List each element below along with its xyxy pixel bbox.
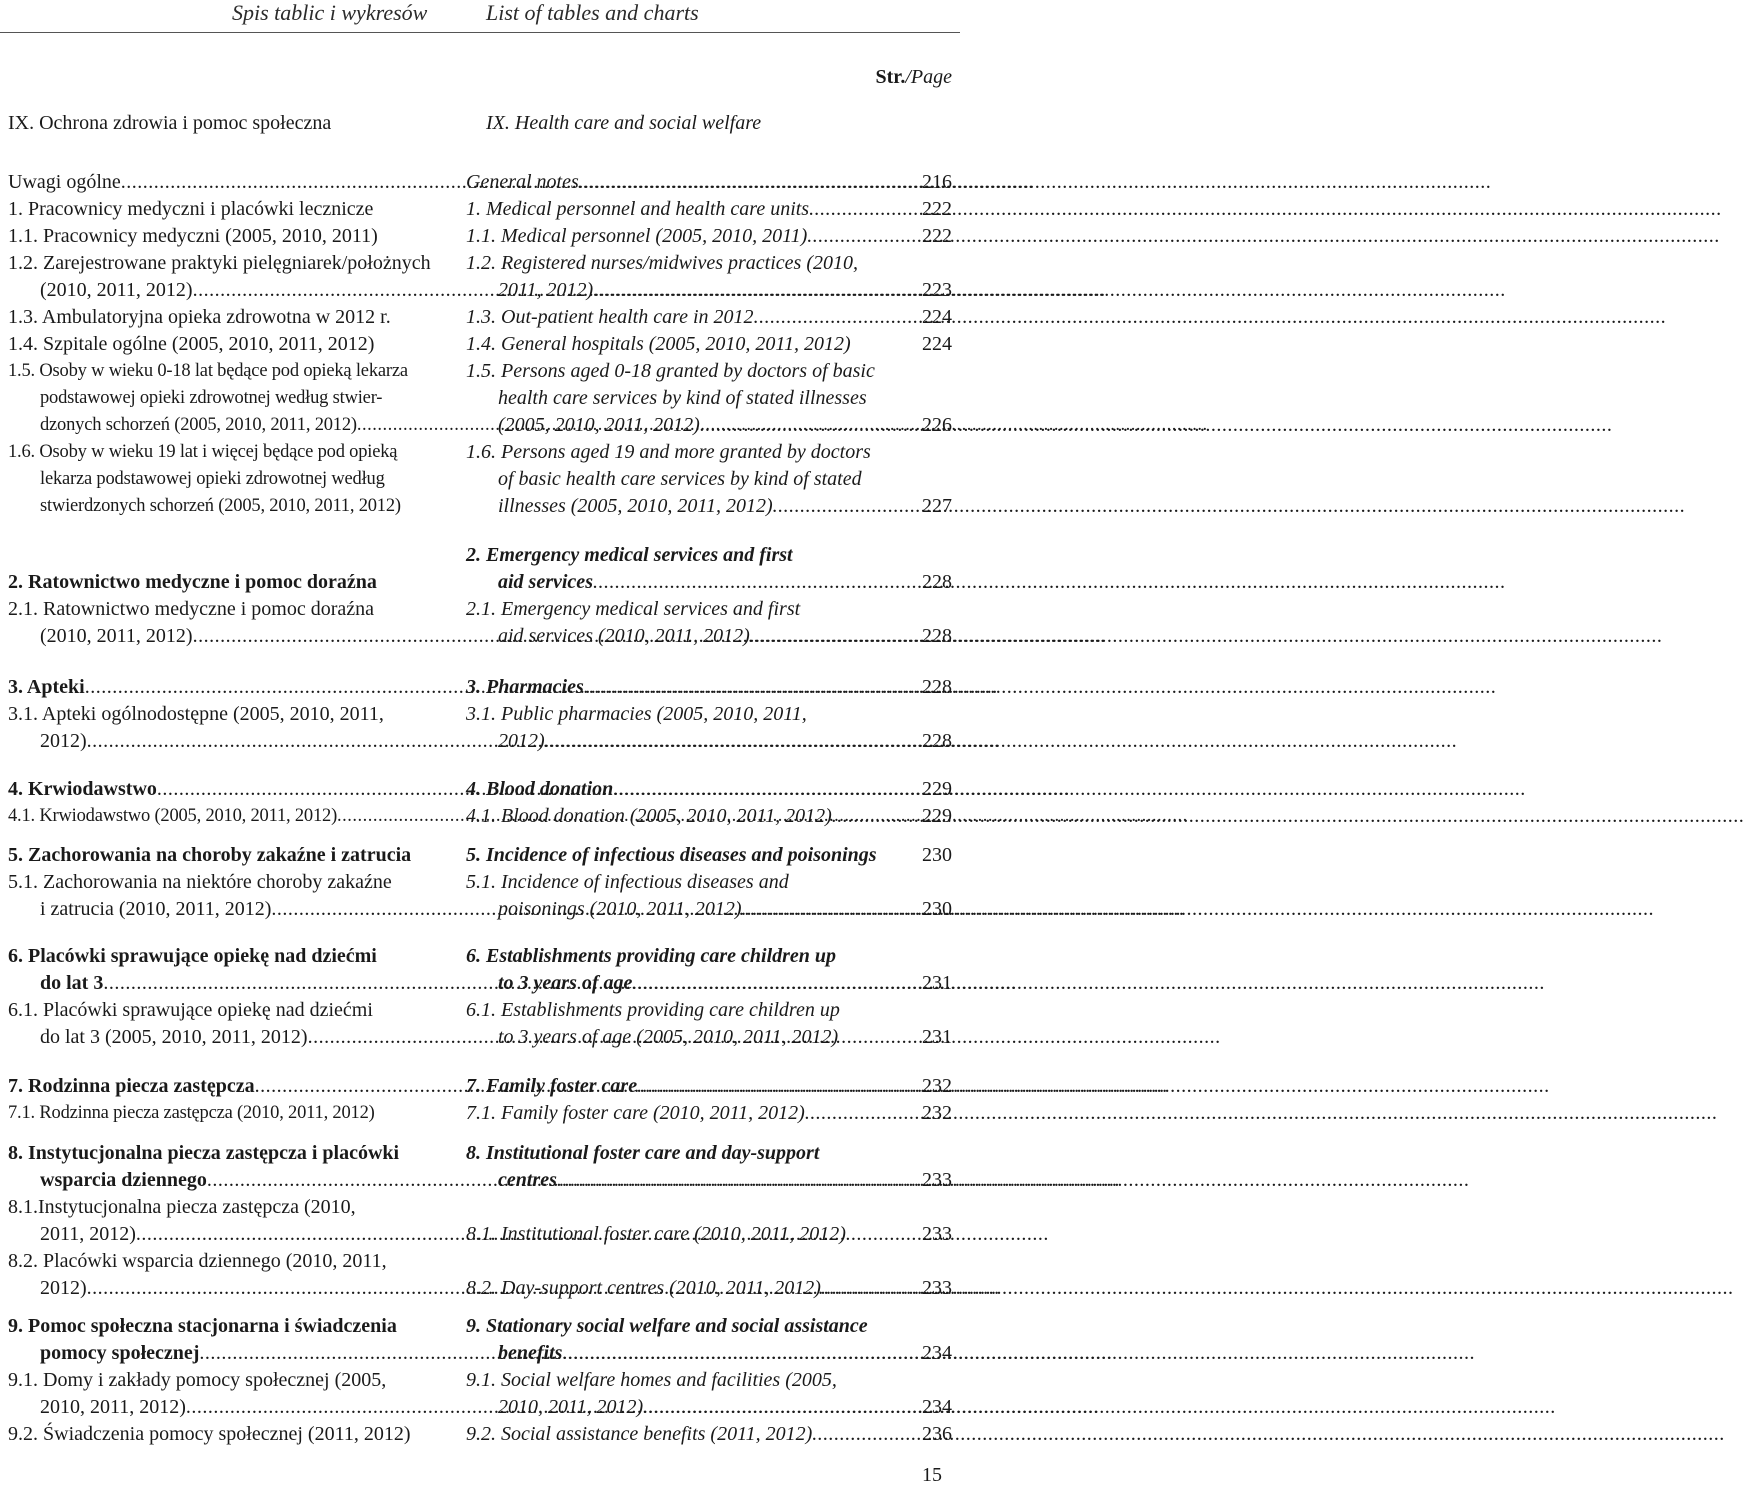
entry-text: 3.1. Apteki ogólnodostępne (2005, 2010, 2011, — [8, 703, 384, 725]
entry-page-number: 216 — [922, 171, 952, 193]
entry-polish — [8, 674, 426, 701]
entry-text: 1. Pracownicy medyczni i placówki lecznicze — [8, 198, 374, 220]
leader-dots — [557, 1167, 1470, 1194]
entry-polish — [8, 997, 426, 1051]
entry-text: 4. Krwiodawstwo — [8, 778, 157, 800]
entry-line — [466, 169, 896, 196]
entry-english — [466, 1100, 896, 1127]
entry-polish — [8, 439, 426, 520]
entry-text: podstawowej opieki zdrowotnej według stwier- — [40, 388, 383, 408]
entry-line — [8, 776, 426, 803]
leader-dots — [545, 728, 1458, 755]
entry-polish — [8, 869, 426, 923]
entry-text: poisonings (2010, 2011, 2012) — [498, 898, 742, 920]
entry-line — [8, 803, 426, 830]
entry-text: illnesses (2005, 2010, 2011, 2012) — [498, 495, 773, 517]
entry-page-number: 233 — [922, 1277, 952, 1299]
entry-page-number: 228 — [922, 730, 952, 752]
page-number: 15 — [922, 1464, 942, 1486]
entry-text: 8. Institutional foster care and day-support — [466, 1142, 820, 1164]
entry-line — [466, 842, 896, 869]
entry-text: 7. Family foster care — [466, 1075, 638, 1097]
entry-text: 8.2. Placówki wsparcia dziennego (2010, 2011, — [8, 1250, 387, 1272]
leader-dots — [613, 776, 1526, 803]
entry-english — [466, 803, 896, 830]
entry-line — [8, 1313, 426, 1340]
entry-page-number: 224 — [922, 306, 952, 328]
entry-line — [466, 1340, 896, 1367]
entry-page-number: 222 — [922, 225, 952, 247]
entry-text: wsparcia dziennego — [40, 1169, 207, 1191]
entry-english — [466, 674, 896, 701]
entry-english — [466, 196, 896, 223]
entry-text: of basic health care services by kind of stated — [498, 468, 862, 490]
entry-text: 1.5. Osoby w wieku 0-18 lat będące pod opieką lekarza — [8, 361, 408, 381]
entry-line — [466, 701, 896, 728]
entry-polish — [8, 169, 426, 196]
entry-text: 6. Establishments providing care children up — [466, 945, 837, 967]
entry-english — [466, 250, 896, 304]
entry-english — [466, 169, 896, 196]
entry-english — [466, 1194, 896, 1248]
entry-polish — [8, 1194, 426, 1248]
entry-line — [466, 493, 896, 520]
entry-text: to 3 years of age (2005, 2010, 2011, 2012) — [498, 1026, 839, 1048]
entry-text: Uwagi ogólne — [8, 171, 121, 193]
entry-english — [466, 1421, 896, 1448]
entry-english — [466, 701, 896, 755]
entry-text: 3.1. Public pharmacies (2005, 2010, 2011, — [466, 703, 807, 725]
entry-line — [8, 439, 426, 466]
entry-page-number: 228 — [922, 625, 952, 647]
entry-line — [466, 623, 896, 650]
page-label: /Page — [905, 66, 952, 88]
entry-line — [466, 1421, 896, 1448]
entry-polish — [8, 842, 426, 869]
entry-polish — [8, 223, 426, 250]
entry-page-number: 230 — [922, 898, 952, 920]
entry-line — [8, 196, 426, 223]
entry-line — [8, 1221, 426, 1248]
leader-dots — [593, 277, 1506, 304]
entry-line — [8, 896, 426, 923]
entry-line — [466, 869, 896, 896]
entry-page-number: 232 — [922, 1102, 952, 1124]
entry-english — [466, 842, 896, 869]
entry-english — [466, 1140, 896, 1194]
entry-text: 2012) — [498, 730, 545, 752]
entry-page-number: 223 — [922, 279, 952, 301]
running-header — [0, 0, 960, 32]
entry-english — [466, 1073, 896, 1100]
entry-polish — [8, 596, 426, 650]
entry-page-number: 222 — [922, 198, 952, 220]
entry-polish — [8, 542, 426, 596]
entry-text: 1.3. Ambulatoryjna opieka zdrowotna w 2012 r. — [8, 306, 391, 328]
entry-text: 7.1. Rodzinna piecza zastępcza (2010, 2011, 2012) — [8, 1103, 375, 1123]
entry-polish — [8, 1248, 426, 1302]
entry-line — [8, 1340, 426, 1367]
entry-line — [466, 1073, 896, 1100]
entry-line — [466, 542, 896, 569]
entry-text: 6. Placówki sprawujące opiekę nad dziećmi — [8, 945, 377, 967]
leader-dots — [584, 674, 1497, 701]
entry-page-number: 229 — [922, 778, 952, 800]
entry-english — [466, 1367, 896, 1421]
entry-text: 6.1. Placówki sprawujące opiekę nad dziećmi — [8, 999, 373, 1021]
entry-line — [8, 1100, 426, 1127]
entry-english — [466, 997, 896, 1051]
entry-page-number: 234 — [922, 1342, 952, 1364]
entry-english — [466, 439, 896, 520]
entry-text: 2010, 2011, 2012) — [40, 1396, 186, 1418]
entry-line — [466, 223, 896, 250]
entry-line — [8, 331, 426, 358]
entry-text: 8.1. Institutional foster care (2010, 2011, 2012) — [466, 1223, 846, 1245]
section-title-polish: IX. Ochrona zdrowia i pomoc społeczna — [8, 112, 332, 134]
entry-page-number: 233 — [922, 1223, 952, 1245]
entry-page-number: 230 — [922, 844, 952, 866]
entry-text: 1.6. Osoby w wieku 19 lat i więcej będące pod opieką — [8, 442, 398, 462]
entry-text: to 3 years of age — [498, 972, 633, 994]
entry-text: 3. Apteki — [8, 676, 85, 698]
entry-polish — [8, 943, 426, 997]
entry-line — [8, 1167, 426, 1194]
entry-line — [466, 358, 896, 385]
entry-page-number: 233 — [922, 1169, 952, 1191]
entry-page-number: 224 — [922, 333, 952, 355]
entry-line — [8, 569, 426, 596]
entry-english — [466, 1248, 896, 1302]
entry-english — [466, 596, 896, 650]
entry-line — [8, 542, 426, 569]
entry-line — [466, 1275, 896, 1302]
entry-line — [466, 331, 896, 358]
entry-line — [8, 493, 426, 520]
entry-polish — [8, 1073, 426, 1100]
entry-polish — [8, 701, 426, 755]
entry-english — [466, 943, 896, 997]
entry-line — [466, 943, 896, 970]
entry-line — [466, 803, 896, 830]
entry-english — [466, 542, 896, 596]
entry-line — [466, 1167, 896, 1194]
page-column-label — [876, 66, 952, 89]
entry-polish — [8, 1421, 426, 1448]
entry-text: (2010, 2011, 2012) — [40, 279, 193, 301]
str-label: Str. — [875, 66, 906, 88]
entry-line — [8, 728, 426, 755]
entry-line — [466, 1367, 896, 1394]
entry-polish — [8, 1367, 426, 1421]
entry-text: 2012) — [40, 1277, 87, 1299]
entry-text: 6.1. Establishments providing care children up — [466, 999, 840, 1021]
entry-polish — [8, 304, 426, 331]
entry-line — [8, 842, 426, 869]
entry-text: 8.2. Day-support centres (2010, 2011, 2012) — [466, 1277, 821, 1299]
entry-line — [466, 1248, 896, 1275]
leader-dots — [593, 569, 1506, 596]
entry-line — [8, 623, 426, 650]
leader-dots — [637, 1073, 1550, 1100]
entry-text: 1.6. Persons aged 19 and more granted by doctors — [466, 441, 871, 463]
entry-line — [466, 250, 896, 277]
entry-line — [8, 250, 431, 277]
entry-english — [466, 869, 896, 923]
entry-line — [466, 569, 896, 596]
entry-text: dzonych schorzeń (2005, 2010, 2011, 2012) — [40, 415, 357, 435]
entry-line — [8, 1367, 426, 1394]
entry-english — [466, 1313, 896, 1367]
entry-line — [466, 439, 896, 466]
entry-line — [8, 412, 426, 439]
entry-text: 2011, 2012) — [40, 1223, 136, 1245]
leader-dots — [632, 970, 1545, 997]
entry-text: 2011, 2012) — [498, 279, 594, 301]
entry-page-number: 234 — [922, 1396, 952, 1418]
entry-page-number: 228 — [922, 676, 952, 698]
entry-text: General notes — [466, 171, 579, 193]
entry-text: centres — [498, 1169, 557, 1191]
entry-line — [466, 1313, 896, 1340]
entry-polish — [8, 1100, 426, 1127]
entry-polish — [8, 250, 431, 304]
entry-line — [8, 1073, 426, 1100]
entry-line — [8, 1194, 426, 1221]
entry-line — [466, 896, 896, 923]
entry-text: 9.2. Social assistance benefits (2011, 2012) — [466, 1423, 813, 1445]
entry-text: 8.1.Instytucjonalna piecza zastępcza (2010, — [8, 1196, 356, 1218]
entry-text: aid services (2010, 2011, 2012) — [498, 625, 750, 647]
entry-english — [466, 304, 896, 331]
entry-text: 7. Rodzinna piecza zastępcza — [8, 1075, 255, 1097]
entry-line — [8, 466, 426, 493]
entry-text: 2.1. Emergency medical services and first — [466, 598, 801, 620]
header-rule — [0, 32, 960, 33]
entry-english — [466, 223, 896, 250]
entry-page-number: 231 — [922, 972, 952, 994]
entry-text: 4. Blood donation — [466, 778, 614, 800]
entry-line — [466, 728, 896, 755]
leader-dots — [562, 1340, 1475, 1367]
entry-text: 9.2. Świadczenia pomocy społecznej (2011, 2012) — [8, 1423, 411, 1445]
entry-text: 1.3. Out-patient health care in 2012 — [466, 306, 754, 328]
entry-line — [8, 1248, 426, 1275]
entry-line — [466, 466, 896, 493]
entry-page-number: 229 — [922, 805, 952, 827]
entry-text: 4.1. Krwiodawstwo (2005, 2010, 2011, 2012) — [8, 806, 338, 826]
entry-line — [466, 196, 896, 223]
entry-page-number: 231 — [922, 1026, 952, 1048]
entry-line — [466, 1194, 896, 1221]
entry-text: health care services by kind of stated illnesses — [498, 387, 867, 409]
entry-text: 5.1. Incidence of infectious diseases and — [466, 871, 789, 893]
entry-line — [8, 596, 426, 623]
entry-text: 1.2. Registered nurses/midwives practices (2010, — [466, 252, 858, 274]
leader-dots — [700, 412, 1613, 439]
entry-line — [8, 304, 426, 331]
entry-line — [8, 385, 426, 412]
leader-dots — [754, 304, 1667, 331]
entry-text: 1.2. Zarejestrowane praktyki pielęgniarek/położnych — [8, 252, 431, 274]
entry-text: 9.1. Social welfare homes and facilities (2005, — [466, 1369, 837, 1391]
entry-line — [8, 169, 426, 196]
entry-polish — [8, 358, 426, 439]
entry-line — [466, 596, 896, 623]
entry-line — [466, 1394, 896, 1421]
entry-text: 9.1. Domy i zakłady pomocy społecznej (2005, — [8, 1369, 387, 1391]
entry-page-number: 228 — [922, 571, 952, 593]
entry-text: 2. Emergency medical services and first — [466, 544, 793, 566]
entry-text: 5. Zachorowania na choroby zakaźne i zatrucia — [8, 844, 412, 866]
entry-text: 8. Instytucjonalna piecza zastępcza i placówki — [8, 1142, 400, 1164]
entry-polish — [8, 776, 426, 803]
entry-line — [466, 674, 896, 701]
entry-line — [8, 223, 426, 250]
entry-text: 5.1. Zachorowania na niektóre choroby zakaźne — [8, 871, 392, 893]
entry-text: 1.4. General hospitals (2005, 2010, 2011, 2012) — [466, 333, 851, 355]
entry-text: benefits — [498, 1342, 563, 1364]
entry-text: 9. Stationary social welfare and social assistance — [466, 1315, 868, 1337]
entry-line — [8, 1275, 426, 1302]
entry-line — [466, 304, 896, 331]
entry-english — [466, 776, 896, 803]
entry-page-number: 236 — [922, 1423, 952, 1445]
entry-line — [8, 970, 426, 997]
entry-polish — [8, 1140, 426, 1194]
leader-dots — [750, 623, 1663, 650]
entry-text: stwierdzonych schorzeń (2005, 2010, 2011, 2012) — [40, 496, 401, 516]
entry-english — [466, 331, 896, 358]
entry-text: 7.1. Family foster care (2010, 2011, 2012) — [466, 1102, 805, 1124]
entry-polish — [8, 1313, 426, 1367]
entry-line — [8, 943, 426, 970]
entry-polish — [8, 331, 426, 358]
entry-line — [8, 701, 426, 728]
entry-text: 1. Medical personnel and health care units — [466, 198, 810, 220]
entry-line — [466, 385, 896, 412]
entry-line — [8, 358, 426, 385]
entry-text: aid services — [498, 571, 593, 593]
leader-dots — [579, 169, 1492, 196]
entry-line — [8, 1421, 426, 1448]
entry-text: do lat 3 — [40, 972, 104, 994]
entry-line — [466, 1221, 896, 1248]
entry-page-number: 226 — [922, 414, 952, 436]
entry-polish — [8, 803, 426, 830]
header-title-english: List of tables and charts — [486, 0, 699, 25]
leader-dots — [742, 896, 1655, 923]
entry-line — [466, 970, 896, 997]
entry-line — [8, 1024, 426, 1051]
entry-text: 1.1. Pracownicy medyczni (2005, 2010, 2011) — [8, 225, 378, 247]
entry-text: 1.5. Persons aged 0-18 granted by doctors of basic — [466, 360, 875, 382]
entry-english — [466, 358, 896, 439]
entry-text: 2. Ratownictwo medyczne i pomoc doraźna — [8, 571, 377, 593]
entry-text: 1.1. Medical personnel (2005, 2010, 2011) — [466, 225, 808, 247]
entry-line — [466, 277, 896, 304]
entry-text: do lat 3 (2005, 2010, 2011, 2012) — [40, 1026, 308, 1048]
header-title-polish: Spis tablic i wykresów — [232, 0, 428, 25]
entry-text: 2.1. Ratownictwo medyczne i pomoc doraźna — [8, 598, 374, 620]
leader-dots — [821, 1275, 1734, 1302]
entry-text: i zatrucia (2010, 2011, 2012) — [40, 898, 272, 920]
entry-line — [466, 1140, 896, 1167]
entry-line — [8, 869, 426, 896]
entry-text: 4.1. Blood donation (2005, 2010, 2011, 2012) — [466, 805, 832, 827]
entry-line — [8, 1140, 426, 1167]
leader-dots — [832, 803, 1745, 830]
entry-line — [8, 674, 426, 701]
entry-page-number: 227 — [922, 495, 952, 517]
entry-line — [466, 776, 896, 803]
entry-text: pomocy społecznej — [40, 1342, 200, 1364]
entry-line — [8, 277, 426, 304]
entry-text: 5. Incidence of infectious diseases and poisonings — [466, 844, 877, 866]
entry-text: 9. Pomoc społeczna stacjonarna i świadczenia — [8, 1315, 397, 1337]
entry-polish — [8, 196, 426, 223]
entry-line — [466, 997, 896, 1024]
entry-line — [8, 997, 426, 1024]
entry-line — [466, 1024, 896, 1051]
section-title-english: IX. Health care and social welfare — [486, 112, 762, 134]
entry-text: 3. Pharmacies — [466, 676, 584, 698]
entry-text: 1.4. Szpitale ogólne (2005, 2010, 2011, 2012) — [8, 333, 375, 355]
entry-line — [466, 412, 896, 439]
entry-text: lekarza podstawowej opieki zdrowotnej według — [40, 469, 385, 489]
entry-line — [466, 1100, 896, 1127]
entry-text: (2010, 2011, 2012) — [40, 625, 193, 647]
entry-text: (2005, 2010, 2011, 2012) — [498, 414, 700, 436]
entry-line — [8, 1394, 426, 1421]
leader-dots — [643, 1394, 1556, 1421]
entry-text: 2010, 2011, 2012) — [498, 1396, 644, 1418]
entry-text: 2012) — [40, 730, 87, 752]
entry-page-number: 232 — [922, 1075, 952, 1097]
